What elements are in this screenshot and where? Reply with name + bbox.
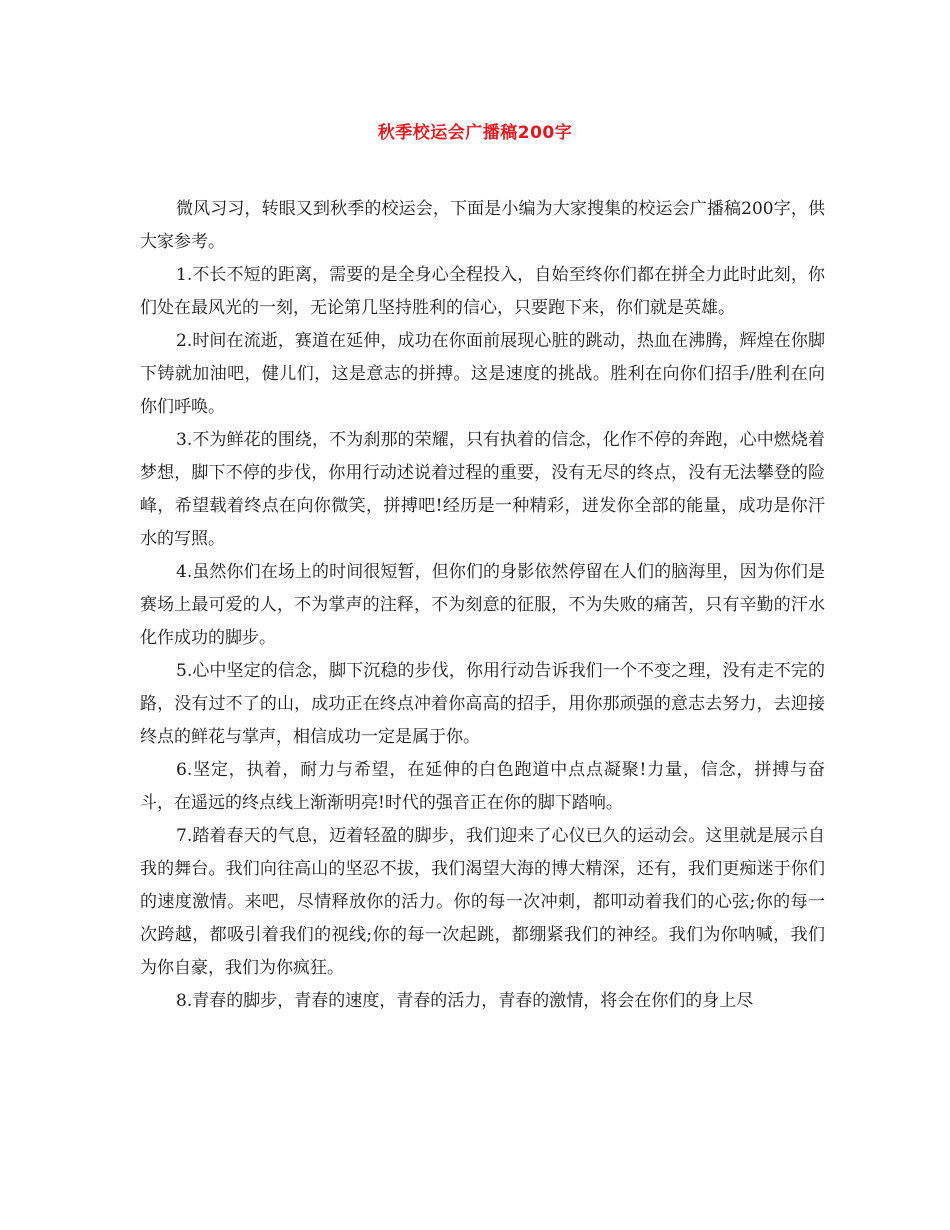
paragraph-item-4: 4.虽然你们在场上的时间很短暂，但你们的身影依然停留在人们的脑海里，因为你们是赛场上最可爱的人，不为掌声的注释，不为刻意的征服，不为失败的痛苦，只有辛勤的汗水化作成功的脚步。 <box>140 562 825 648</box>
paragraph-item-3: 3.不为鲜花的围绕，不为刹那的荣耀，只有执着的信念，化作不停的奔跑，心中燃烧着梦想，脚下不停的步伐，你用行动述说着过程的重要，没有无尽的终点，没有无法攀登的险峰，希望载着终点在向你微笑，拼搏吧!经历是一种精彩，迸发你全部的能量，成功是你汗水的写照。 <box>140 430 825 549</box>
paragraph-intro: 微风习习，转眼又到秋季的校运会，下面是小编为大家搜集的校运会广播稿200字，供大家参考。 <box>140 199 825 252</box>
paragraph-item-5: 5.心中坚定的信念，脚下沉稳的步伐，你用行动告诉我们一个不变之理，没有走不完的路，没有过不了的山，成功正在终点冲着你高高的招手，用你那顽强的意志去努力，去迎接终点的鲜花与掌声，相信成功一定是属于你。 <box>140 661 825 747</box>
paragraph-item-8: 8.青春的脚步，青春的速度，青春的活力，青春的激情，将会在你们的身上尽 <box>176 991 754 1011</box>
document-title: 秋季校运会广播稿200字 <box>377 123 573 143</box>
paragraph-item-7: 7.踏着春天的气息，迈着轻盈的脚步，我们迎来了心仪已久的运动会。这里就是展示自我的舞台。我们向往高山的坚忍不拔，我们渴望大海的博大精深，还有，我们更痴迷于你们的速度激情。来吧，尽情释放你的活力。你的每一次冲刺，都叩动着我们的心弦;你的每一次跨越，都吸引着我们的视线;你的每一次起跳，都绷紧我们的神经。我们为你呐喊，我们为你自豪，我们为你疯狂。 <box>140 826 825 978</box>
paragraph-item-2: 2.时间在流逝，赛道在延伸，成功在你面前展现心脏的跳动，热血在沸腾，辉煌在你脚下铸就加油吧，健儿们，这是意志的拼搏。这是速度的挑战。胜利在向你们招手/胜利在向你们呼唤。 <box>140 331 825 417</box>
document-body <box>140 193 825 1018</box>
paragraph-item-1: 1.不长不短的距离，需要的是全身心全程投入，自始至终你们都在拼全力此时此刻，你们处在最风光的一刻，无论第几坚持胜利的信心，只要跑下来，你们就是英雄。 <box>140 265 825 318</box>
paragraph-item-6: 6.坚定，执着，耐力与希望，在延伸的白色跑道中点点凝聚!力量，信念，拼搏与奋斗，在遥远的终点线上渐渐明亮!时代的强音正在你的脚下踏响。 <box>140 760 825 813</box>
